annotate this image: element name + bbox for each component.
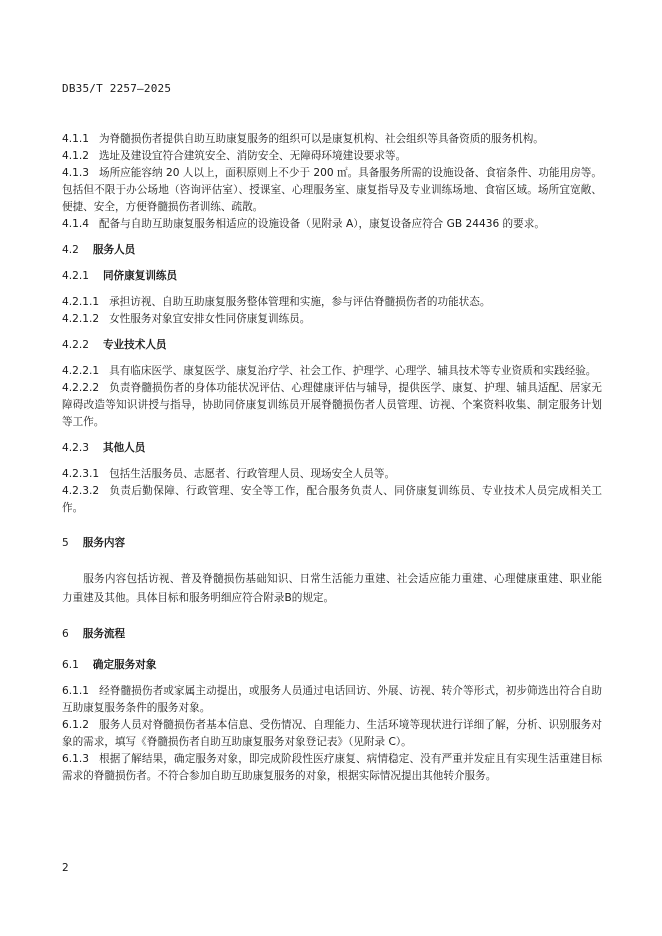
clause-text: 服务人员对脊髓损伤者基本信息、受伤情况、自理能力、生活环境等现状进行详细了解，分析、识别服务对象的需求，填写《脊髓损伤者自助互助康复服务对象登记表》（见附录 C）。 <box>62 719 602 748</box>
section-number: 6 <box>62 628 69 640</box>
clause-4-2-3-2 <box>62 483 602 517</box>
section-heading-6-1 <box>62 657 602 674</box>
section-number: 4.2.1 <box>62 270 89 282</box>
clause-number: 4.2.3.2 <box>62 485 100 497</box>
clause-text: 根据了解结果，确定服务对象，即完成阶段性医疗康复、病情稳定、没有严重并发症且有实现生活重建目标需求的脊髓损伤者。不符合参加自助互助康复服务的对象，根据实际情况提出其他转介服务。 <box>62 753 602 782</box>
section-number: 4.2.2 <box>62 339 89 351</box>
clause-4-2-1-1 <box>62 294 602 311</box>
section-number: 4.2.3 <box>62 442 89 454</box>
clause-number: 4.2.1.1 <box>62 296 100 308</box>
clause-4-2-2-1 <box>62 363 602 380</box>
clause-4-2-2-2 <box>62 380 602 431</box>
clause-number: 4.1.2 <box>62 150 89 162</box>
section-title: 同侪康复训练员 <box>102 270 178 282</box>
clause-text: 场所应能容纳 20 人以上，面积原则上不少于 200 ㎡。具备服务所需的设施设备、食宿条件、功能用房等。包括但不限于办公场地（咨询评估室）、授课室、心理服务室、康复指导及专业训练场地、食宿区域。场所宜宽敞、便捷、安全，方便脊髓损伤者训练、疏散。 <box>62 167 602 213</box>
clause-4-1-1 <box>62 131 602 148</box>
clause-text: 经脊髓损伤者或家属主动提出，或服务人员通过电话回访、外展、访视、转介等形式，初步筛选出符合自助互助康复服务条件的服务对象。 <box>62 685 602 714</box>
clause-4-1-4 <box>62 216 602 233</box>
clause-text: 包括生活服务员、志愿者、行政管理人员、现场安全人员等。 <box>109 468 396 480</box>
clause-number: 4.1.4 <box>62 218 89 230</box>
clause-number: 6.1.3 <box>62 753 89 765</box>
clause-4-2-3-1 <box>62 466 602 483</box>
clause-number: 4.2.2.1 <box>62 365 100 377</box>
clause-number: 4.2.3.1 <box>62 468 100 480</box>
service-content-paragraph: 服务内容包括访视、普及脊髓损伤基础知识、日常生活能力重建、社会适应能力重建、心理健康重建、职业能力重建及其他。具体目标和服务明细应符合附录B的规定。 <box>62 573 602 604</box>
clause-number: 4.2.2.2 <box>62 382 100 394</box>
clause-text: 承担访视、自助互助康复服务整体管理和实施，参与评估脊髓损伤者的功能状态。 <box>109 296 491 308</box>
clause-text: 具有临床医学、康复医学、康复治疗学、社会工作、护理学、心理学、辅具技术等专业资质和实践经验。 <box>109 365 597 377</box>
section-heading-4-2-1 <box>62 268 602 285</box>
clause-4-1-3 <box>62 165 602 216</box>
clause-number: 4.1.3 <box>62 167 89 179</box>
clause-text: 负责脊髓损伤者的身体功能状况评估、心理健康评估与辅导，提供医学、康复、护理、辅具适配、居家无障碍改造等知识讲授与指导，协助同侪康复训练员开展脊髓损伤者人员管理、访视、个案资料收集、制定服务计划等工作。 <box>62 382 602 428</box>
section-title: 服务流程 <box>82 628 126 640</box>
clause-4-2-1-2 <box>62 311 602 328</box>
clause-text: 为脊髓损伤者提供自助互助康复服务的组织可以是康复机构、社会组织等具备资质的服务机构。 <box>98 133 544 145</box>
section-heading-4-2-3 <box>62 440 602 457</box>
clause-6-1-2 <box>62 717 602 751</box>
section-number: 4.2 <box>62 244 79 256</box>
section-title: 专业技术人员 <box>102 339 167 351</box>
section-title: 其他人员 <box>102 442 146 454</box>
section-title: 确定服务对象 <box>92 659 157 671</box>
clause-number: 4.1.1 <box>62 133 89 145</box>
document-body <box>62 131 602 785</box>
section-heading-5 <box>62 535 602 552</box>
section-title: 服务人员 <box>92 244 136 256</box>
clause-text: 选址及建设宜符合建筑安全、消防安全、无障碍环境建设要求等。 <box>98 150 407 162</box>
clause-number: 6.1.2 <box>62 719 89 731</box>
clause-6-1-1 <box>62 683 602 717</box>
section-number: 5 <box>62 537 69 549</box>
section-heading-6 <box>62 626 602 643</box>
clause-4-1-2 <box>62 148 602 165</box>
clause-number: 6.1.1 <box>62 685 89 697</box>
clause-text: 负责后勤保障、行政管理、安全等工作，配合服务负责人、同侪康复训练员、专业技术人员完成相关工作。 <box>62 485 602 514</box>
section-title: 服务内容 <box>82 537 126 549</box>
clause-text: 配备与自助互助康复服务相适应的设施设备（见附录 A），康复设备应符合 GB 24436 的要求。 <box>98 218 545 230</box>
clause-text: 女性服务对象宜安排女性同侪康复训练员。 <box>109 313 311 325</box>
section-heading-4-2-2 <box>62 337 602 354</box>
clause-number: 4.2.1.2 <box>62 313 100 325</box>
section-heading-4-2 <box>62 242 602 259</box>
section-number: 6.1 <box>62 659 79 671</box>
page-number: 2 <box>62 862 69 874</box>
clause-6-1-3 <box>62 751 602 785</box>
document-id-header: DB35/T 2257—2025 <box>62 82 172 95</box>
